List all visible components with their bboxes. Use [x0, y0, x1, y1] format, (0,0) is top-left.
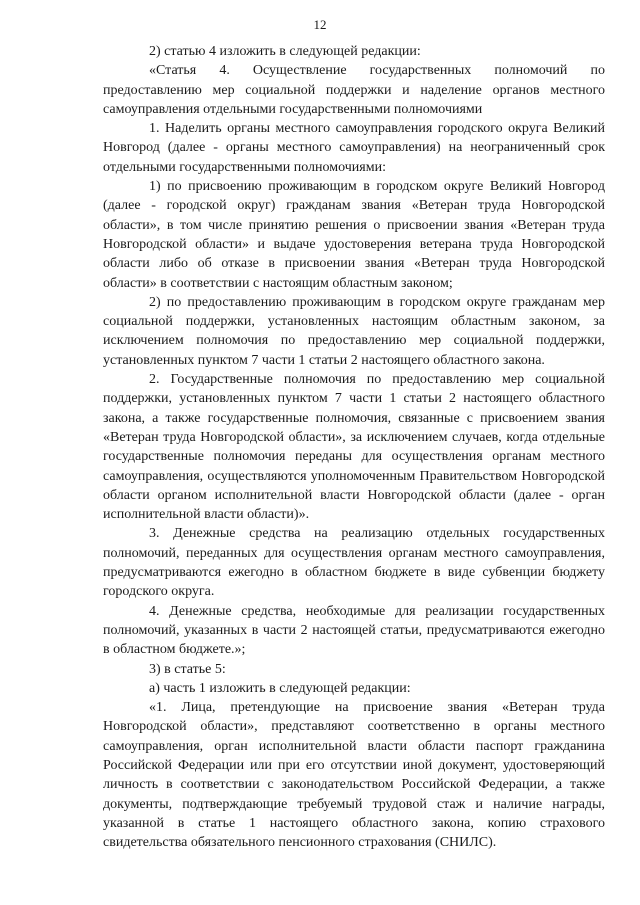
paragraph-part-3: 3. Денежные средства на реализацию отдельных государственных полномочий, переданных для осуществления органам местного самоуправления, предусматриваются ежегодно в областном бюджете в виде субвенции бюджету городского округа.: [103, 526, 605, 600]
paragraph-item-1: 1) по присвоению проживающим в городском округе Великий Новгород (далее - городской округ) гражданам звания «Ветеран труда Новгородской области», в том числе принятию решения о присвоении звания «Ветеран труда Новгородской области» и выдаче удостоверения ветерана труда Новгородской области либо об отказе в присвоении звания «Ветеран труда Новгородской области» в соответствии с настоящим областным законом;: [103, 179, 605, 291]
paragraph-subitem-a: а) часть 1 изложить в следующей редакции:: [149, 680, 411, 696]
document-body: [103, 42, 605, 852]
page-number: 12: [313, 17, 327, 32]
paragraph-part-4: 4. Денежные средства, необходимые для реализации государственных полномочий, указанных в части 2 настоящей статьи, предусматриваются ежегодно в областном бюджете.»;: [103, 603, 605, 658]
article-4-heading: «Статья 4. Осуществление государственных полномочий по предоставлению мер социальной поддержки и наделение органов местного самоуправления отдельными государственными полномочиями: [103, 63, 605, 117]
paragraph-new-part-1: «1. Лица, претендующие на присвоение звания «Ветеран труда Новгородской области», представляют соответственно в органы местного самоуправления, орган исполнительной власти области паспорт гражданина Российской Федерации или при его отсутствии иной документ, удостоверяющий личность в соответствии с законодательством Российской Федерации, а также документы, подтверждающие требуемый трудовой стаж и наличие награды, указанной в статье 1 настоящего областного закона, копию страхового свидетельства обязательного пенсионного страхования (СНИЛС).: [103, 700, 605, 851]
paragraph-part-1: 1. Наделить органы местного самоуправления городского округа Великий Новгород (далее - органы местного самоуправления) на неограниченный срок отдельными государственными полномочиями:: [103, 121, 605, 175]
paragraph-amendment-article-5: 3) в статье 5:: [149, 661, 226, 677]
paragraph-part-2: 2. Государственные полномочия по предоставлению мер социальной поддержки, установленных пунктом 7 части 1 статьи 2 настоящего областного закона, а также государственные полномочия, связанные с присвоением звания «Ветеран труда Новгородской области», за исключением случаев, когда отдельные государственные полномочия переданы для осуществления органам местного самоуправления, осуществляются уполномоченным Правительством Новгородской области органом исполнительной власти Новгородской области (далее - орган исполнительной власти области)».: [103, 372, 605, 523]
paragraph-item-2: 2) по предоставлению проживающим в городском округе гражданам мер социальной поддержки, установленных настоящим областным законом, за исключением полномочия по предоставлению мер социальной поддержки, установленных пунктом 7 части 1 статьи 2 настоящего областного закона.: [103, 294, 605, 368]
paragraph-amendment-article-4: 2) статью 4 изложить в следующей редакции:: [149, 44, 421, 59]
